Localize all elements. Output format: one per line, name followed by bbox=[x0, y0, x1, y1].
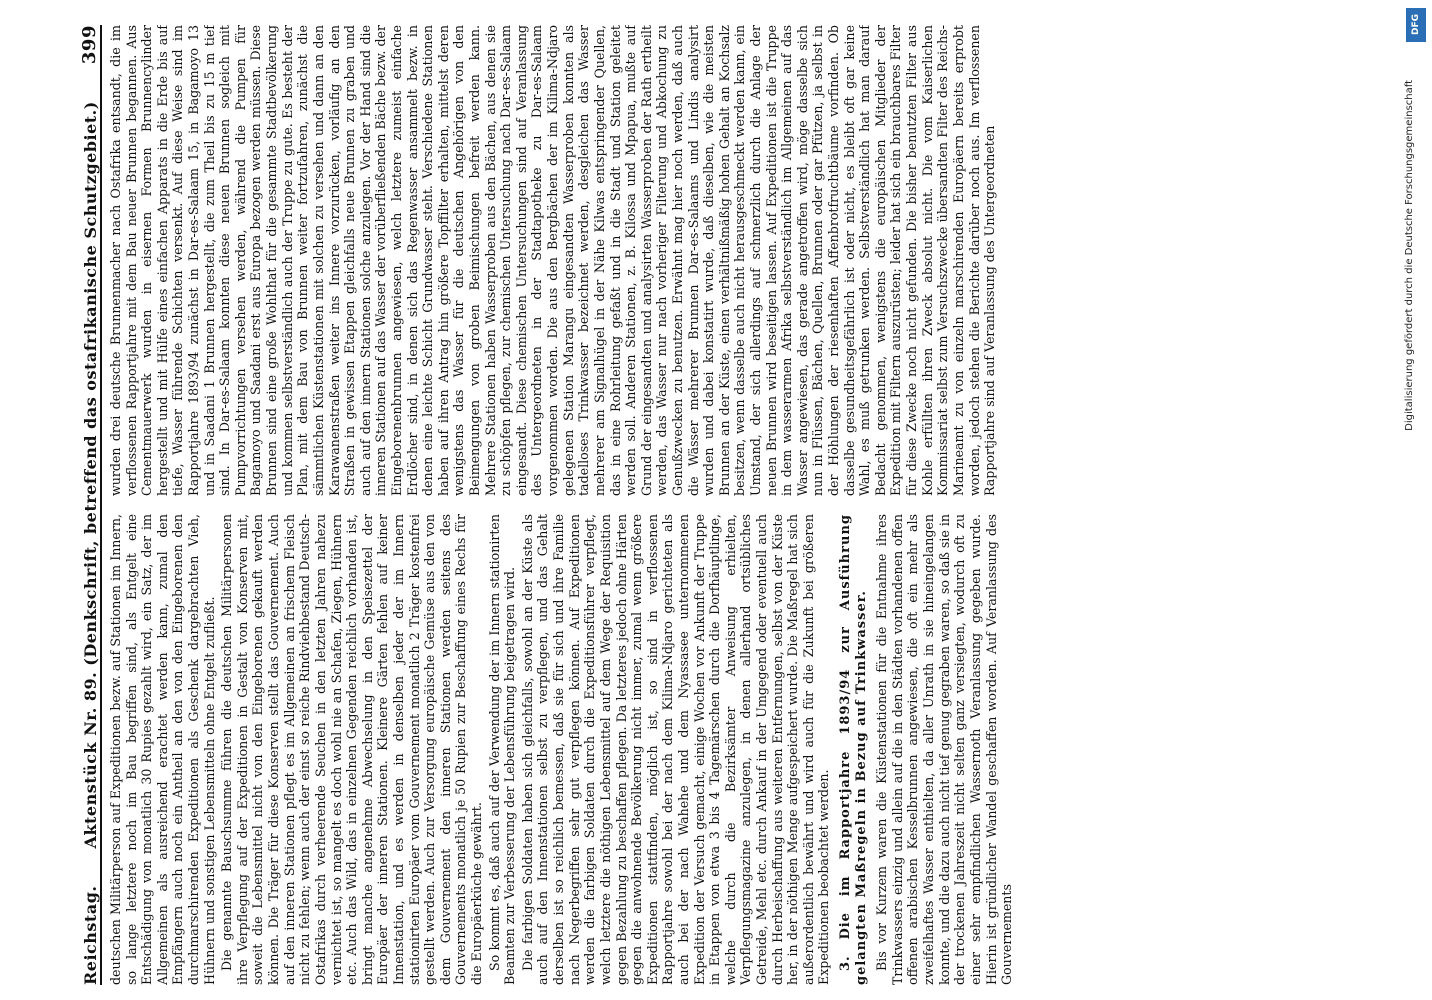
page-number: 399 bbox=[79, 25, 100, 65]
paragraph: So kommt es, daß auch auf der Verwendung der im Innern stationirten Beamten zur Verbesserung der Lebensführung beigetragen wird. bbox=[486, 514, 518, 985]
digitization-note-text: Digitalisierung gefördert durch die Deutsche Forschungsgemeinschaft bbox=[1404, 80, 1415, 431]
paragraph: Bis vor Kurzem waren die Küstenstationen für die Entnahme ihres Trinkwassers einzig und allein auf die in den Städten vorhandenen offen offenen arabischen Kesselbrunnen angewiesen, die oft ein mehr als zweifelhaftes Wasser enthielten, da aller Unrath in sie hineingelangen konnte, und die dazu auch nicht tief genug gegraben waren, so daß sie in der trockenen Jahreszeit nicht selten ganz versiegten, wodurch oft zu einer sehr empfindlichen Wassernoth Veranlassung gegeben wurde. Hierin ist gründlicher Wandel geschaffen worden. Auf Veranlassung des Gouvernements bbox=[874, 514, 1015, 985]
column-left bbox=[108, 514, 1398, 985]
section-heading: 3. Die im Rapportjahre 1893/94 zur Ausführung gelangten Maßregeln in Bezug auf Trinkwasser. bbox=[838, 514, 870, 985]
page-header bbox=[60, 25, 102, 985]
header-left: Reichstag. bbox=[81, 885, 100, 985]
digitization-note bbox=[1404, 20, 1426, 980]
paragraph: deutschen Militärperson auf Expeditionen bezw. auf Stationen im Innern, so lange letztere noch im Bau begriffen sind, als Entgelt eine Entschädigung von monatlich 30 Rupies gezahlt wird, ein Satz, der im Allgemeinen als ausreichend erachtet werden kann, zumal den Empfängern auch noch ein Antheil an den von den Eingeborenen den durchmarschirenden Expeditionen als Geschenk dargebrachten Vieh, Hühnern und sonstigen Lebensmitteln ohne Entgelt zufließt. bbox=[108, 514, 217, 985]
column-right bbox=[108, 25, 1398, 496]
paragraph: wurden drei deutsche Brunnenmacher nach Ostafrika entsandt, die im verflossenen Rapportjahre mit dem Bau neuer Brunnen begannen. Aus Cementmauerwerk wurden in eisernen Formen Brunnencylinder hergestellt und mit Hülfe eines einfachen Apparats in die Erde bis auf tiefe, Wasser führende Schichten versenkt. Auf diese Weise sind im Rapportjahre 1893/94 zunächst in Dar-es-Salaam 15, in Bagamoyo 13 und in Saadani 1 Brunnen hergestellt, die zum Theil bis zu 15 m tief sind. In Dar-es-Salaam konnten diese neuen Brunnen sogleich mit Pumpvorrichtungen versehen werden, während die Pumpen für Bagamoyo und Saadani erst aus Europa bezogen werden müssen. Diese Brunnen sind eine große Wohlthat für die gesammte Stadtbevölkerung und kommen selbstverständlich auch der Truppe zu gute. Es besteht der Plan, mit dem Bau von Brunnen weiter fortzufahren, zunächst die sämmtlichen Küstenstationen mit solchen zu versehen und dann an den Karawanenstraßen weiter ins Innere vorzurücken, vorläufig an den Straßen in gewissen Etappen gleichfalls neue Brunnen zu graben und auch auf den innern Stationen solche anzulegen. Vor der Hand sind die inneren Stationen auf das Wasser der vorüberfließenden Bäche bezw. der Eingeborenenbrunnen angewiesen, welch letztere zumeist einfache Erdlöcher sind, in denen sich das Regenwasser ansammelt bezw. in denen eine leichte Schicht Grundwasser steht. Verschiedene Stationen haben auf ihren Antrag hin größere Topffilter erhalten, mittelst deren wenigstens das Wasser für die deutschen Angehörigen von den Beimengungen von groben Beimischungen befreit werden kann. Mehrere Stationen haben Wasserproben aus den Bächen, aus denen sie zu schöpfen pflegen, zur chemischen Untersuchung nach Dar-es-Salaam eingesandt. Diese chemischen Untersuchungen sind auf Veranlassung des Untergeordneten in der Stadtapotheke zu Dar-es-Salaam vorgenommen worden. Die aus den Bergbächen der im Kilima-Ndjaro gelegenen Station Marangu eingesandten Wasserproben konnten als tadelloses Trinkwasser bezeichnet werden, desgleichen das Wasser mehrerer am Signalhügel in der Nähe Kilwas entspringender Quellen, das in eine Rohrleitung gefaßt und in die Stadt und Station geleitet werden soll. Anderen Stationen, z. B. Kilossa und Mpapua, mußte auf Grund der eingesandten und analysirten Wasserproben der Rath ertheilt werden, das Wasser nur nach vorheriger Filterung und Abkochung zu Genußzwecken zu benutzen. Erwähnt mag hier noch werden, daß auch die Wässer mehrerer Brunnen Dar-es-Salaams und Lindis analysirt wurden und dabei konstatirt wurde, daß dieselben, wie die meisten Brunnen an der Küste, einen verhältnißmäßig hohen Gehalt an Kochsalz besitzen, wenn dasselbe auch nicht herausgeschmeckt werden kann, ein Umstand, der sich allerdings auf schmerzlich durch die Anlage der neuen Brunnen wird beseitigen lassen. Auf Expeditionen ist die Truppe in dem wasserarmen Afrika selbstverständlich im Allgemeinen auf das Wasser angewiesen, das gerade angetroffen wird, möge dasselbe sich nun in Flüssen, Bächen, Quellen, Brunnen oder gar Pfützen, ja selbst in der Höhlungen der riesenhaften Affenbrotfruchtbäume vorfinden. Ob dasselbe gesundheitsgefährlich ist oder nicht, es bleibt oft gar keine Wahl, es muß getrunken werden. Selbstverständlich hat man darauf Bedacht genommen, wenigstens die europäischen Mitglieder der Expedition mit Filtern auszurüsten; leider hat sich ein brauchbares Filter für diese Zwecke noch nicht gefunden. Die bisher benutzten Filter aus Kohle erfüllten ihren Zweck absolut nicht. Die vom Kaiserlichen Kommissariat selbst zum Versuchszwecke übersandten Filter des Reichs-Marineamt zu von einzeln marschirenden Europäern bereits erprobt worden, jedoch stehen die Berichte darüber noch aus. Im verflossenen Rapportjahre sind auf Veranlassung des Untergeordneten bbox=[108, 25, 998, 496]
logo-text: DFG bbox=[1411, 14, 1421, 36]
rotated-page bbox=[60, 25, 1410, 985]
header-title: Aktenstück Nr. 89. (Denkschrift, betreffend das ostafrikanische Schutzgebiet.) bbox=[81, 101, 100, 849]
text-columns bbox=[108, 25, 1398, 985]
paragraph: Die farbigen Soldaten haben sich gleichfalls, sowohl an der Küste als auch auf den Innenstationen selbst zu verpflegen, und das Gehalt derselben ist so reichlich bemessen, daß sie für sich und ihre Familie nach Negerbegriffen sehr gut verpflegen können. Auf Expeditionen werden die farbigen Soldaten durch die Expeditionsführer verpflegt, welch letztere die nöthigen Lebensmittel auf dem Wege der Requisition gegen Bezahlung zu beschaffen pflegen. Da letzteres jedoch ohne Härten gegen die anwohnende Bevölkerung nicht immer, zumal wenn größere Expeditionen stattfinden, möglich ist, so sind in verflossenen Rapportjahre sowohl bei der nach dem Kilima-Ndjaro gerichteten als auch bei der nach Wahehe und dem Nyassasee unternommenen Expedition der Versuch gemacht, einige Wochen vor Ankunft der Truppe in Etappen von etwa 3 bis 4 Tagemärschen durch die Dorfhäuptlinge, welche durch die Bezirksämter Anweisung erhielten, Verpflegungsmagazine anzulegen, in denen allerhand ortsübliches Getreide, Mehl etc. durch Ankauf in der Umgegend oder eventuell auch durch Herbeischaffung aus weiteren Entfernungen, selbst von der Küste her, in der nöthigen Menge aufgespeichert wurde. Die Maßregel hat sich außerordentlich bewährt und wird auch für die Zukunft bei größeren Expeditionen beobachtet werden. bbox=[519, 514, 832, 985]
paragraph: Die genannte Bauschsumme führen die deutschen Militärpersonen ihre Verpflegung auf der Expeditionen in Gestalt von Konserven mit, soweit die Lebensmittel nicht von den Eingeborenen gekauft werden können. Die Träger für diese Konserven stellt das Gouvernement. Auch auf den inneren Stationen pflegt es im Allgemeinen an frischem Fleisch nicht zu fehlen; wenn auch der einst so reiche Rindviehbestand Deutsch-Ostafrikas durch verheerende Seuchen in den letzten Jahren nahezu vernichtet ist, so mangelt es doch wohl nie an Schafen, Ziegen, Hühnern etc. Auch das Wild, das in einzelnen Gegenden reichlich vorhanden ist, bringt manche angenehme Abwechselung in den Speisezettel der Europäer der inneren Stationen. Kleinere Gärten fehlen auf keiner Innenstation, und es werden in denselben jeder der im Innern stationirten Europäer vom Gouvernement monatlich 2 Träger kostenfrei gestellt werden. Auch zur Versorgung europäische Gemüse aus den von dem Gouvernement den inneren Stationen werden seitens des Gouvernements monatlich je 50 Rupien zur Beschaffung eines Rechs für die Europäerküche gewährt. bbox=[219, 514, 485, 985]
